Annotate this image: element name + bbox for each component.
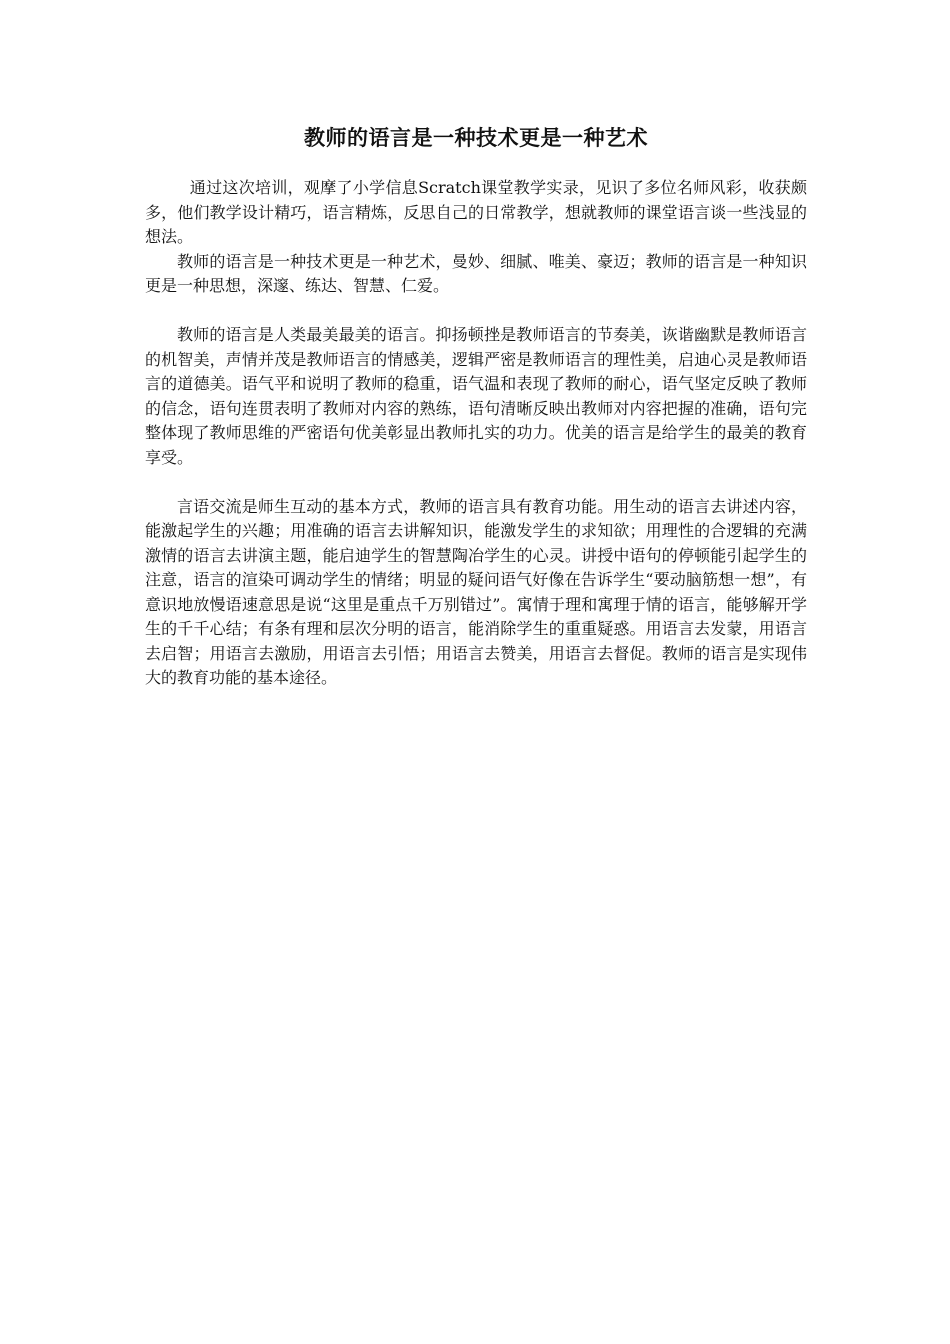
paragraph-beauty-of-language: 教师的语言是人类最美最美的语言。抑扬顿挫是教师语言的节奏美，诙谐幽默是教师语言的机智美，声情并茂是教师语言的情感美，逻辑严密是教师语言的理性美，启迪心灵是教师语言的道德美。语气平和说明了教师的稳重，语气温和表现了教师的耐心，语气坚定反映了教师的信念，语句连贯表明了教师对内容的熟练，语句清晰反映出教师对内容把握的准确，语句完整体现了教师思维的严密语句优美彰显出教师扎实的功力。优美的语言是给学生的最美的教育享受。	[145, 325, 807, 467]
paragraph-intro: 通过这次培训，观摩了小学信息Scratch课堂教学实录，见识了多位名师风彩，收获颇多，他们教学设计精巧，语言精炼，反思自己的日常教学，想就教师的课堂语言谈一些浅显的想法。	[145, 178, 807, 246]
paragraph-educational-function: 言语交流是师生互动的基本方式，教师的语言具有教育功能。用生动的语言去讲述内容，能激起学生的兴趣；用准确的语言去讲解知识，能激发学生的求知欲；用理性的合逻辑的充满激情的语言去讲演主题，能启迪学生的智慧陶冶学生的心灵。讲授中语句的停顿能引起学生的注意，语言的渲染可调动学生的情绪；明显的疑问语气好像在告诉学生“要动脑筋想一想”，有意识地放慢语速意思是说“这里是重点千万别错过”。寓情于理和寓理于情的语言，能够解开学生的千千心结；有条有理和层次分明的语言，能消除学生的重重疑惑。用语言去发蒙，用语言去启智；用语言去激励，用语言去引悟；用语言去赞美，用语言去督促。教师的语言是实现伟大的教育功能的基本途径。	[145, 496, 807, 687]
document-body	[145, 176, 807, 691]
paragraph-spacer	[145, 470, 807, 495]
paragraph-spacer	[145, 299, 807, 324]
document-title: 教师的语言是一种技术更是一种艺术	[304, 126, 648, 150]
paragraph-art-of-language: 教师的语言是一种技术更是一种艺术，曼妙、细腻、唯美、豪迈；教师的语言是一种知识更是一种思想，深邃、练达、智慧、仁爱。	[145, 251, 807, 295]
